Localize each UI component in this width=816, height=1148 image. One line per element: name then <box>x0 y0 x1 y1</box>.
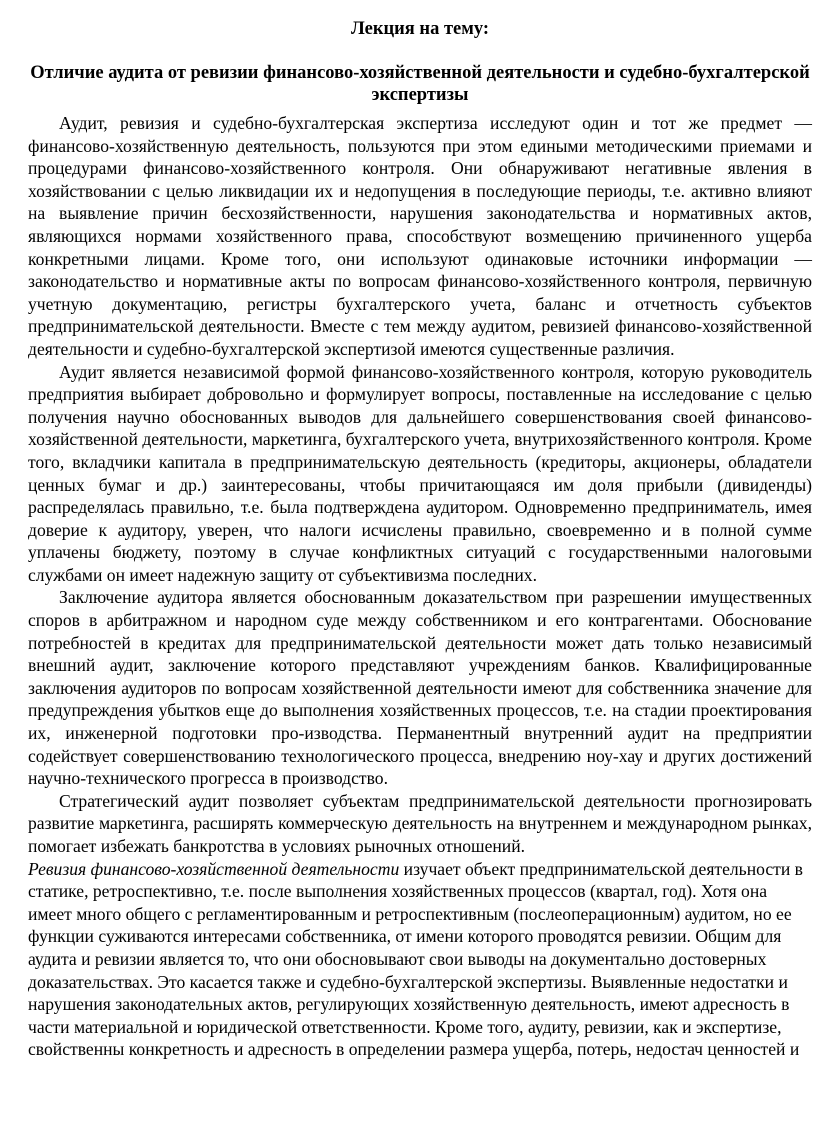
paragraph-1: Аудит, ревизия и судебно-бухгалтерская экспертиза исследуют один и тот же предмет — финансово-хозяйственную деятельность, пользуются при этом едиными методическими приемами и процедурами финансово-хозяйственного контроля. Они обнаруживают негативные явления в хозяйствовании с целью ликвидации их и недопущения в последующие периоды, т.е. активно влияют на выявление причин бесхозяйственности, нарушения законодательства и нормативных актов, являющихся нормами хозяйственного права, способствуют возмещению причиненного ущерба конкретными лицами. Кроме того, они используют одинаковые источники информации — законодательство и нормативные акты по вопросам финансово-хозяйственного контроля, первичную учетную документацию, регистры бухгалтерского учета, баланс и отчетность субъектов предпринимательской деятельности. Вместе с тем между аудитом, ревизией финансово-хозяйственной деятельности и судебно-бухгалтерской экспертизой имеются существенные различия. <box>28 113 812 359</box>
paragraph-3: Заключение аудитора является обоснованным доказательством при разрешении имущественных споров в арбитражном и народном суде между собственником и его контрагентами. Обоснование потребностей в кредитах для предпринимательской деятельности может дать только независимый внешний аудит, заключение которого представляют учреждениям банков. Квалифицированные заключения аудиторов по вопросам хозяйственной деятельности имеют для собственника значение для предупреждения убытков еще до выполнения хозяйственных процессов, т.е. на стадии проектирования их, инженерной подготовки про-изводства. Перманентный внутренний аудит на предприятии содействует совершенствованию технологического процесса, внедрению ноу-хау и других достижений научно-технического прогресса в производство. <box>28 587 812 789</box>
paragraph-5-text: изучает объект предпринимательской деятельности в статике, ретроспективно, т.е. после выполнения хозяйственных процессов (квартал, год). Хотя она имеет много общего с регламентированным и ретроспективным (послеоперационным) аудитом, но ее функции суживаются интересами собственника, от имени которого проводятся ревизии. Общим для аудита и ревизии является то, что они обосновывают свои выводы на документально достоверных доказательствах. Это касается также и судебно-бухгалтерской экспертизы. Выявленные недостатки и нарушения законодательных актов, регулирующих хозяйственную деятельность, имеют адресность в части материальной и юридической ответственности. Кроме того, аудиту, ревизии, как и экспертизе, свойственны конкретность и адресность в определении размера ущерба, потерь, недостач ценностей и <box>28 858 803 1060</box>
paragraph-4: Стратегический аудит позволяет субъектам предпринимательской деятельности прогнозировать развитие маркетинга, расширять коммерческую деятельность на внутреннем и международном рынках, помогает избежать банкротства в условиях рыночных отношений. <box>28 790 812 856</box>
document-title: Отличие аудита от ревизии финансово-хозяйственной деятельности и судебно-бухгалтерской экспертизы <box>30 63 810 105</box>
lecture-topic-heading: Лекция на тему: <box>350 19 490 39</box>
document-page <box>28 16 812 1061</box>
paragraph-2: Аудит является независимой формой финансово-хозяйственного контроля, которую руководитель предприятия выбирает добровольно и формулирует вопросы, поставленные на исследование с целью получения научно обоснованных выводов для дальнейшего совершенствования своей финансово-хозяйственной деятельности, маркетинга, бухгалтерского учета, внутрихозяйственного контроля. Кроме того, вкладчики капитала в предпринимательскую деятельность (кредиторы, акционеры, обладатели ценных бумаг и др.) заинтересованы, чтобы причитающаяся им доля прибыли (дивиденды) распределялась правильно, т.е. была подтверждена аудитором. Одновременно предприниматель, имея доверие к аудитору, уверен, что налоги исчислены правильно, своевременно и в полной сумме уплачены бюджету, поэтому в случае конфликтных ситуаций с государственными налоговыми службами он имеет надежную защиту от субъективизма последних. <box>28 361 812 585</box>
paragraph-5-italic-lead: Ревизия финансово-хозяйственной деятельности <box>28 858 400 879</box>
paragraph-5 <box>28 858 812 1061</box>
